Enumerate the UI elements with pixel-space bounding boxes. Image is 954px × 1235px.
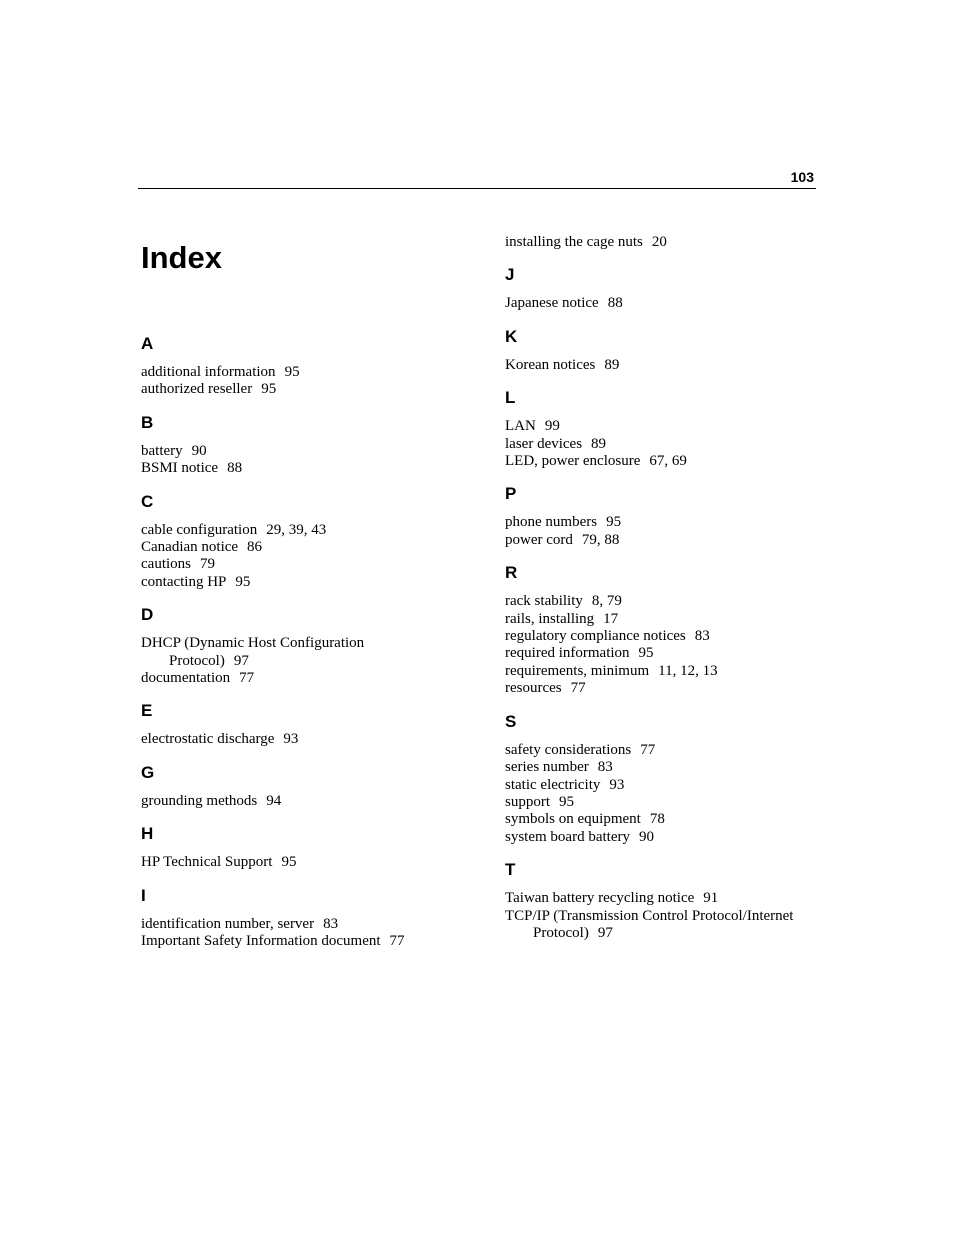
index-term: required information — [505, 645, 630, 662]
section-letter: P — [505, 484, 517, 504]
index-term: LAN — [505, 418, 536, 435]
index-term: installing the cage nuts — [505, 234, 643, 250]
index-entry — [505, 611, 825, 628]
index-page-refs: 95 — [235, 573, 251, 590]
index-term: regulatory compliance notices — [505, 628, 686, 645]
index-term: phone numbers — [505, 514, 598, 531]
index-entry — [505, 811, 825, 828]
index-term: power cord — [505, 531, 573, 548]
index-entry — [141, 574, 471, 591]
index-page-refs: 88 — [227, 460, 243, 477]
index-term: BSMI notice — [141, 460, 219, 477]
index-entry — [505, 295, 825, 312]
index-entry — [505, 680, 825, 697]
section-letter: T — [505, 860, 516, 880]
index-column-right — [505, 234, 825, 956]
entry-list — [505, 742, 825, 846]
index-page-refs: 17 — [603, 610, 619, 627]
index-page-refs: 90 — [191, 442, 207, 459]
index-entry — [505, 794, 825, 811]
entry-list — [141, 635, 471, 687]
section-letter: H — [141, 824, 154, 844]
entry-list — [141, 731, 471, 748]
index-entry — [505, 532, 825, 549]
entry-list — [141, 854, 471, 871]
index-section-r — [505, 563, 825, 697]
index-page-refs: 95 — [638, 645, 654, 662]
index-term: Taiwan battery recycling notice — [505, 890, 695, 907]
index-page-refs: 8, 79 — [591, 593, 622, 610]
index-section-j — [505, 265, 825, 312]
index-term: resources — [505, 680, 562, 697]
section-letter: B — [141, 412, 154, 432]
index-section-a — [141, 334, 471, 399]
index-entry — [505, 645, 825, 662]
index-section-c — [141, 492, 471, 592]
index-page-refs: 77 — [239, 670, 255, 687]
index-page-refs: 67, 69 — [649, 453, 687, 470]
index-term: system board battery — [505, 828, 630, 845]
index-page-refs: 78 — [649, 811, 665, 828]
index-page-refs: 83 — [597, 759, 613, 776]
index-page-refs: 11, 12, 13 — [658, 662, 718, 679]
index-entry — [141, 731, 471, 748]
index-entry — [505, 418, 825, 435]
index-page-refs: 95 — [606, 514, 622, 531]
index-entry — [141, 381, 471, 398]
continued-entries — [505, 234, 825, 251]
section-letter: D — [141, 605, 154, 625]
index-term: authorized reseller — [141, 381, 253, 398]
right-sections — [505, 265, 825, 942]
index-page-refs: 89 — [591, 435, 607, 452]
index-term: Japanese notice — [505, 295, 599, 312]
section-letter: R — [505, 563, 518, 583]
index-term-continuation — [505, 925, 825, 942]
index-term-continued-text: Protocol) — [533, 924, 589, 941]
index-page-refs: 97 — [233, 652, 249, 669]
index-column-left — [141, 334, 471, 965]
section-letter: K — [505, 326, 518, 346]
index-term-continued-text: Protocol) — [169, 652, 225, 669]
index-section-b — [141, 413, 471, 478]
section-letter: C — [141, 491, 154, 511]
index-page-refs: 95 — [284, 364, 300, 380]
index-entry — [505, 742, 825, 759]
index-entry — [141, 933, 471, 950]
page-number: 103 — [790, 169, 814, 185]
index-term: Important Safety Information document — [141, 933, 381, 950]
index-entry — [141, 556, 471, 573]
index-page-refs: 86 — [247, 539, 263, 556]
index-term: rack stability — [505, 593, 583, 610]
index-page-refs: 91 — [703, 890, 719, 907]
index-page-refs: 90 — [638, 828, 654, 845]
index-section-p — [505, 484, 825, 549]
index-section-h — [141, 824, 471, 871]
entry-list — [141, 793, 471, 810]
index-page-refs: 93 — [609, 776, 625, 793]
index-entry — [141, 670, 471, 687]
entry-list — [505, 418, 825, 470]
index-entry — [141, 364, 471, 381]
index-term: identification number, server — [141, 915, 315, 932]
index-page-refs: 95 — [281, 854, 297, 871]
index-entry — [141, 854, 471, 871]
index-page-refs: 77 — [389, 933, 405, 950]
index-section-d — [141, 605, 471, 687]
index-section-t — [505, 860, 825, 942]
entry-list — [505, 357, 825, 374]
entry-list — [141, 443, 471, 478]
index-term: grounding methods — [141, 792, 258, 809]
index-section-s — [505, 712, 825, 846]
index-term: TCP/IP (Transmission Control Protocol/Internet — [505, 907, 794, 924]
index-entry — [505, 890, 825, 907]
index-term: support — [505, 793, 550, 810]
index-entry — [505, 663, 825, 680]
index-term: static electricity — [505, 776, 601, 793]
index-term: rails, installing — [505, 610, 595, 627]
index-section-i — [141, 886, 471, 951]
index-page-refs: 77 — [640, 741, 656, 758]
index-entry — [505, 453, 825, 470]
index-term: safety considerations — [505, 741, 632, 758]
index-entry — [505, 829, 825, 846]
section-letter: E — [141, 701, 153, 721]
index-page-refs: 79 — [200, 556, 215, 573]
section-letter: I — [141, 885, 146, 905]
index-section-k — [505, 327, 825, 374]
index-entry — [505, 234, 825, 251]
index-page-refs: 95 — [261, 381, 277, 398]
index-term: symbols on equipment — [505, 811, 641, 828]
entry-list — [141, 364, 471, 399]
index-section-e — [141, 701, 471, 748]
index-term: Canadian notice — [141, 539, 239, 556]
index-term: additional information — [141, 364, 276, 380]
index-term: requirements, minimum — [505, 662, 650, 679]
index-section-g — [141, 763, 471, 810]
index-term: Korean notices — [505, 356, 596, 373]
index-term: series number — [505, 759, 589, 776]
index-term: electrostatic discharge — [141, 731, 275, 748]
index-term: battery — [141, 442, 183, 459]
index-page-refs: 29, 39, 43 — [266, 521, 327, 538]
index-page-refs: 94 — [266, 792, 282, 809]
entry-list — [505, 890, 825, 942]
index-entry — [505, 908, 825, 943]
entry-list — [141, 522, 471, 592]
entry-list — [505, 295, 825, 312]
index-entry — [141, 793, 471, 810]
index-page-refs: 83 — [694, 628, 710, 645]
index-entry — [141, 635, 471, 670]
index-page-refs: 93 — [283, 731, 299, 748]
index-page-refs: 79, 88 — [581, 531, 620, 548]
index-page-refs: 77 — [570, 680, 586, 697]
index-entry — [505, 628, 825, 645]
index-page-refs: 99 — [544, 418, 560, 435]
section-letter: S — [505, 711, 517, 731]
index-page-refs: 83 — [323, 915, 339, 932]
index-term: DHCP (Dynamic Host Configuration — [141, 635, 365, 652]
section-letter: G — [141, 762, 155, 782]
section-letter: L — [505, 388, 516, 408]
index-term: cable configuration — [141, 521, 258, 538]
index-term: laser devices — [505, 435, 583, 452]
index-term: cautions — [141, 556, 191, 573]
entry-list — [141, 916, 471, 951]
index-entry — [141, 460, 471, 477]
index-entry — [141, 443, 471, 460]
index-term-continuation — [141, 653, 471, 670]
index-entry — [505, 514, 825, 531]
section-letter: A — [141, 334, 154, 353]
index-section-l — [505, 388, 825, 470]
index-page-refs: 95 — [559, 793, 574, 810]
section-letter: J — [505, 265, 515, 285]
index-entry — [505, 436, 825, 453]
index-term: contacting HP — [141, 573, 227, 590]
entry-list — [505, 514, 825, 549]
index-entry — [141, 916, 471, 933]
index-term: documentation — [141, 670, 231, 687]
index-entry — [141, 522, 471, 539]
entry-list — [505, 593, 825, 697]
index-entry — [505, 759, 825, 776]
index-term: HP Technical Support — [141, 854, 273, 871]
header-rule — [138, 188, 816, 189]
index-page-refs: 88 — [607, 295, 623, 312]
page-title: Index — [141, 240, 222, 275]
index-page-refs: 89 — [604, 356, 620, 373]
index-page-refs: 20 — [651, 234, 667, 250]
index-term: LED, power enclosure — [505, 453, 641, 470]
index-entry — [505, 593, 825, 610]
index-entry — [505, 357, 825, 374]
index-entry — [141, 539, 471, 556]
index-page-refs: 97 — [597, 924, 613, 941]
index-entry — [505, 777, 825, 794]
